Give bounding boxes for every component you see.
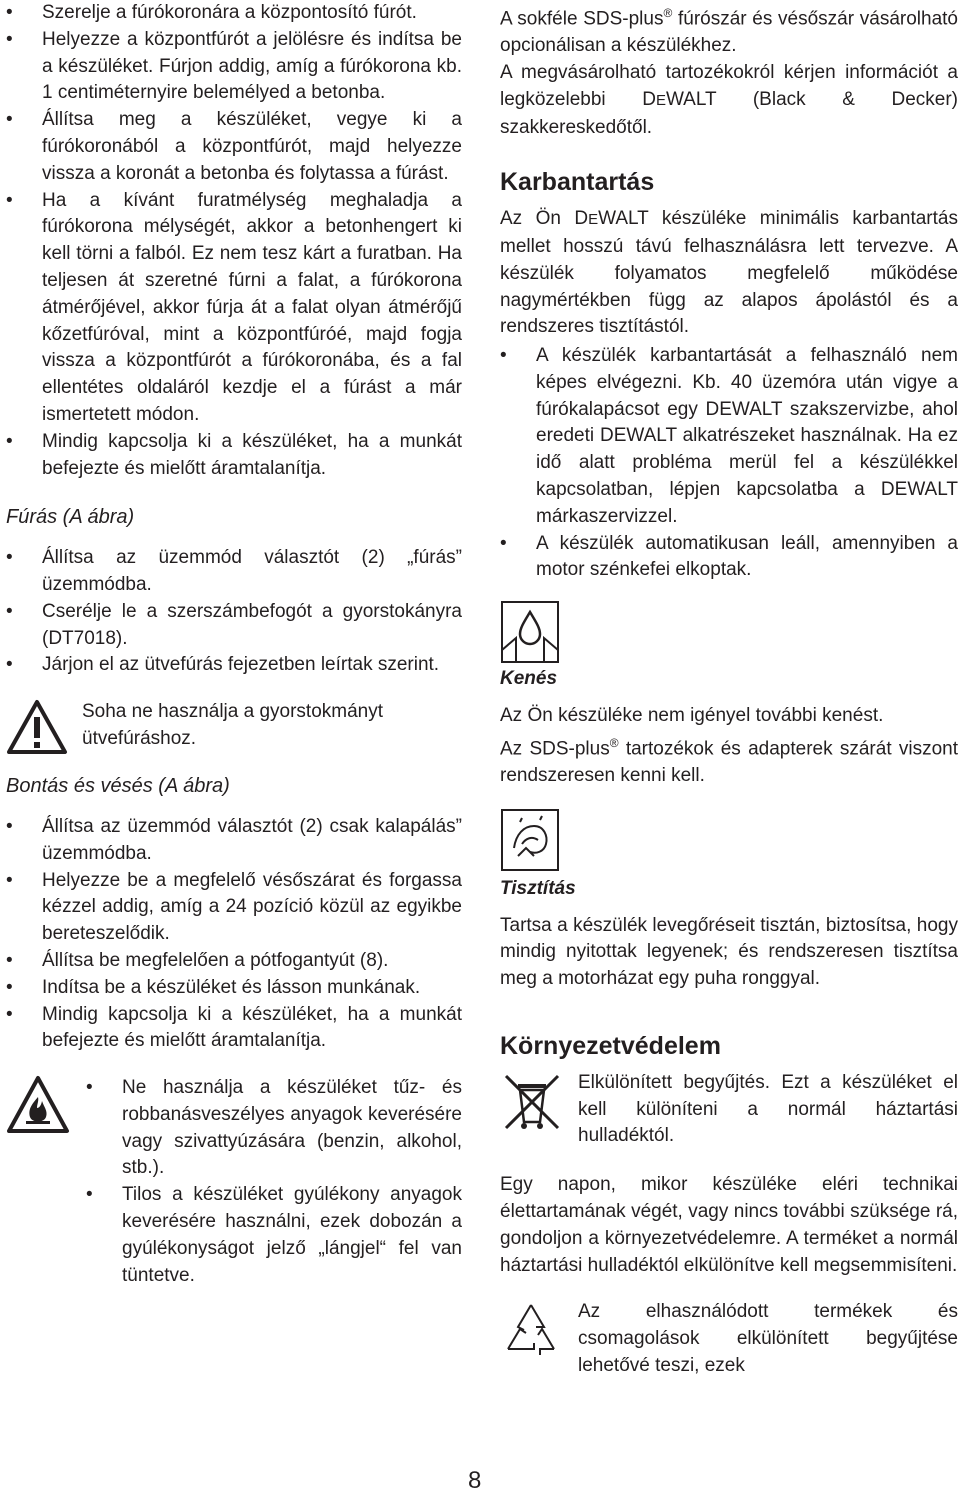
separate-collection-text: Elkülönített begyűjtés. Ezt a készüléket el kell különíteni a normál háztartási hulladéktól. (578, 1071, 958, 1147)
drilling-list (6, 545, 462, 679)
page-number: 8 (468, 1467, 482, 1494)
maintenance-list (500, 343, 958, 584)
cleaning-cloth-icon (500, 808, 560, 872)
list-item: • Állítsa meg a készüléket, vegye ki a fúrókoronából a központfúrót, majd helyezze vissza a koronát a betonba és folytassa a fúrást. (6, 107, 462, 187)
maintenance-text: Az Ön DEWALT készüléke minimális karbantartás mellet hosszú távú felhasználásra lett tervezve. A készülék folyamatos megfelelő működése nagymértékben függ az alapos ápolástól és a rendszeres tisztítástól. (500, 208, 958, 338)
list-item: • Szerelje a fúrókoronára a központosító fúrót. (6, 0, 462, 27)
lubrication-heading: Kenés (500, 668, 558, 690)
environment-text: Egy napon, mikor készüléke eléri technikai élettartamának végét, vagy nincs további szüksége rá, gondoljon a környezetvédelemre. A terméket a normál háztartási hulladéktól elkülönítve kell megsemmisíteni. (500, 1174, 958, 1276)
list-item: • A készülék automatikusan leáll, amennyiben a motor szénkefei elkoptak. (500, 531, 958, 585)
cleaning-heading: Tisztítás (500, 877, 576, 899)
list-item: • Állítsa be megfelelően a pótfogantyút (8). (6, 948, 462, 975)
environment-heading: Környezetvédelem (500, 1031, 721, 1060)
recycling-text: Az elhasználódott termékek és csomagolások elkülönített begyűjtése lehetővé teszi, ezek (578, 1301, 958, 1376)
list-item: • Járjon el az ütvefúrás fejezetben leírtak szerint. (6, 652, 462, 679)
cleaning-text: Tartsa a készülék levegőréseit tisztán, biztosítsa, hogy mindig nyitottak legyenek; és rendszeresen tisztítsa meg a motorházat egy puha ronggyal. (500, 914, 958, 990)
warning-text: Soha ne használja a gyorstokmányt ütvefúráshoz. (82, 701, 384, 749)
fire-list (86, 1075, 462, 1289)
chiselling-heading: Bontás és vésés (A ábra) (6, 775, 230, 798)
list-item: • Állítsa az üzemmód választót (2) csak kalapálás” üzemmódba. (6, 814, 462, 868)
list-item: • Mindig kapcsolja ki a készüléket, ha a munkát befejezte és mielőtt áramtalanítja. (6, 1002, 462, 1056)
lubrication-text-2: Az SDS-plus® tartozékok és adapterek szárát viszont rendszeresen kenni kell. (500, 735, 959, 786)
accessories-info: A megvásárolható tartozékokról kérjen információt a legközelebbi DEWALT (Black & Decker) szakkereskedőtől. (500, 61, 958, 138)
recycling-note (500, 1299, 958, 1379)
drilling-heading: Fúrás (A ábra) (6, 506, 135, 529)
list-item: • Helyezze be a megfelelő vésőszárat és forgassa kézzel addig, amíg a 24 pozíció közül az egyikbe bereteszelődik. (6, 868, 462, 948)
oil-drop-icon (500, 600, 560, 664)
accessories-text: A sokféle SDS-plus® fúrószár és vésőszár vásárolható opcionálisan a készülékhez. (500, 6, 958, 57)
right-column (500, 0, 958, 1380)
separate-collection (500, 1070, 958, 1150)
list-item: • Cserélje le a szerszámbefogót a gyorstokányra (DT7018). (6, 599, 462, 653)
list-item: • Mindig kapcsolja ki a készüléket, ha a munkát befejezte és mielőtt áramtalanítja. (6, 429, 462, 483)
list-item: • Indítsa be a készüléket és lásson munkának. (6, 975, 462, 1002)
crossed-out-bin-icon (500, 1070, 564, 1134)
maintenance-heading: Karbantartás (500, 168, 655, 197)
warning-triangle-icon (6, 699, 68, 755)
fire-warning (6, 1075, 462, 1289)
list-item: • Ne használja a készüléket tűz- és robbanásveszélyes anyagok keverésére vagy szivattyúzására (benzin, alkohol, stb.). (86, 1075, 462, 1182)
flammable-warning-icon (6, 1075, 70, 1135)
left-column (6, 0, 462, 1289)
warning-note (6, 699, 462, 755)
recycle-icon (500, 1299, 562, 1361)
list-item: • A készülék karbantartását a felhasználó nem képes elvégezni. Kb. 40 üzemóra után vigye a fúrókalapácsot egy DEWALT szakszervizbe, ahol eredeti DEWALT alkatrészeket használnak. Ha ez idő alatt probléma merül fel a készülékkel kapcsolatban, lépjen kapcsolatba a DEWALT márkaszervizzel. (500, 343, 958, 531)
list-item: • Állítsa az üzemmód választót (2) „fúrás” üzemmódba. (6, 545, 462, 599)
intro-list (6, 0, 462, 482)
list-item: • Helyezze a központfúrót a jelölésre és indítsa be a készüléket. Fúrjon addig, amíg a fúrókorona kb. 1 centiméternyire belemélyed a betonba. (6, 27, 462, 107)
list-item: • Ha a kívánt furatmélység meghaladja a fúrókorona mélységét, akkor a betonhengert ki kell törni a falból. Ez nem tesz kárt a furatban. Ha teljesen át szeretné fúrni a falat, a fúrókorona átmérőjével, akkor fúrja át a falat olyan átmérőjű kőzetfúróval, mint a központfúróé, majd fogja vissza a központfúrót a fúrókoronába, és a fal ellentétes oldaláról kezdje el a fúrást a már ismertetett módon. (6, 188, 462, 429)
lubrication-text: Az Ön készüléke nem igényel további kenést. (500, 705, 884, 727)
chiselling-list (6, 814, 462, 1055)
list-item: • Tilos a készüléket gyúlékony anyagok keverésére használni, ezek dobozán a gyúlékonyságot jelző „lángjel“ fel van tüntetve. (86, 1182, 462, 1289)
